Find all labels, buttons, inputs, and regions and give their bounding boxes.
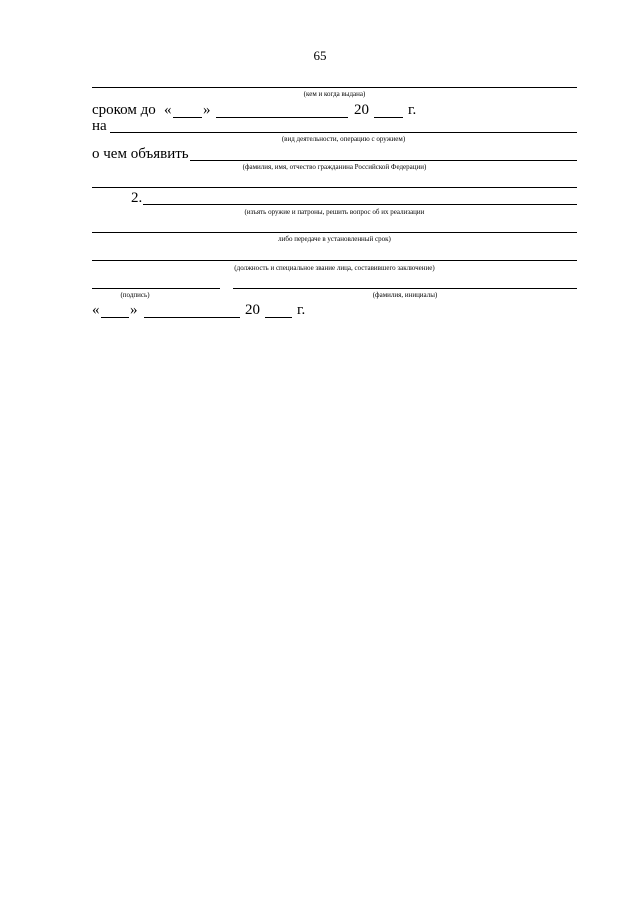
date-month-field[interactable] bbox=[144, 317, 240, 318]
item-two-field-line[interactable] bbox=[143, 204, 577, 205]
surname-initials-caption: (фамилия, инициалы) bbox=[372, 291, 438, 299]
activity-caption: (вид деятельности, операцию с оружием) bbox=[281, 135, 406, 143]
term-year-prefix: 20 bbox=[354, 102, 369, 118]
transfer-caption: либо передаче в установленный срок) bbox=[278, 235, 391, 243]
issued-by-caption: (кем и когда выдана) bbox=[303, 90, 366, 98]
date-year-field[interactable] bbox=[265, 317, 292, 318]
date-year-prefix: 20 bbox=[245, 302, 260, 318]
date-open-quote: « bbox=[92, 302, 100, 318]
term-month-field[interactable] bbox=[216, 117, 348, 118]
official-position-caption: (должность и специальное звание лица, составившего заключение) bbox=[234, 264, 435, 272]
official-position-field-line[interactable] bbox=[92, 260, 577, 261]
date-day-field[interactable] bbox=[101, 317, 129, 318]
issued-by-field-line[interactable] bbox=[92, 87, 577, 88]
notify-label: о чем объявить bbox=[92, 146, 189, 162]
citizen-name-continuation-line[interactable] bbox=[92, 187, 577, 188]
item-two-label: 2. bbox=[131, 190, 143, 206]
term-day-field[interactable] bbox=[173, 117, 202, 118]
seize-caption: (изъять оружие и патроны, решить вопрос об их реализации bbox=[244, 208, 425, 216]
surname-initials-field-line[interactable] bbox=[233, 288, 577, 289]
transfer-field-line[interactable] bbox=[92, 232, 577, 233]
term-prefix-label: сроком до bbox=[92, 102, 156, 118]
signature-caption: (подпись) bbox=[120, 291, 150, 299]
signature-field-line[interactable] bbox=[92, 288, 220, 289]
term-open-quote: « bbox=[164, 102, 172, 118]
term-close-quote: » bbox=[203, 102, 211, 118]
citizen-name-field-line[interactable] bbox=[190, 160, 577, 161]
activity-field-line[interactable] bbox=[110, 132, 577, 133]
page-number: 65 bbox=[313, 48, 327, 63]
on-label: на bbox=[92, 118, 107, 134]
term-year-suffix: г. bbox=[408, 102, 417, 118]
term-year-field[interactable] bbox=[374, 117, 403, 118]
date-close-quote: » bbox=[130, 302, 138, 318]
date-year-suffix: г. bbox=[297, 302, 306, 318]
citizen-name-caption: (фамилия, имя, отчество гражданина Российской Федерации) bbox=[242, 163, 427, 171]
